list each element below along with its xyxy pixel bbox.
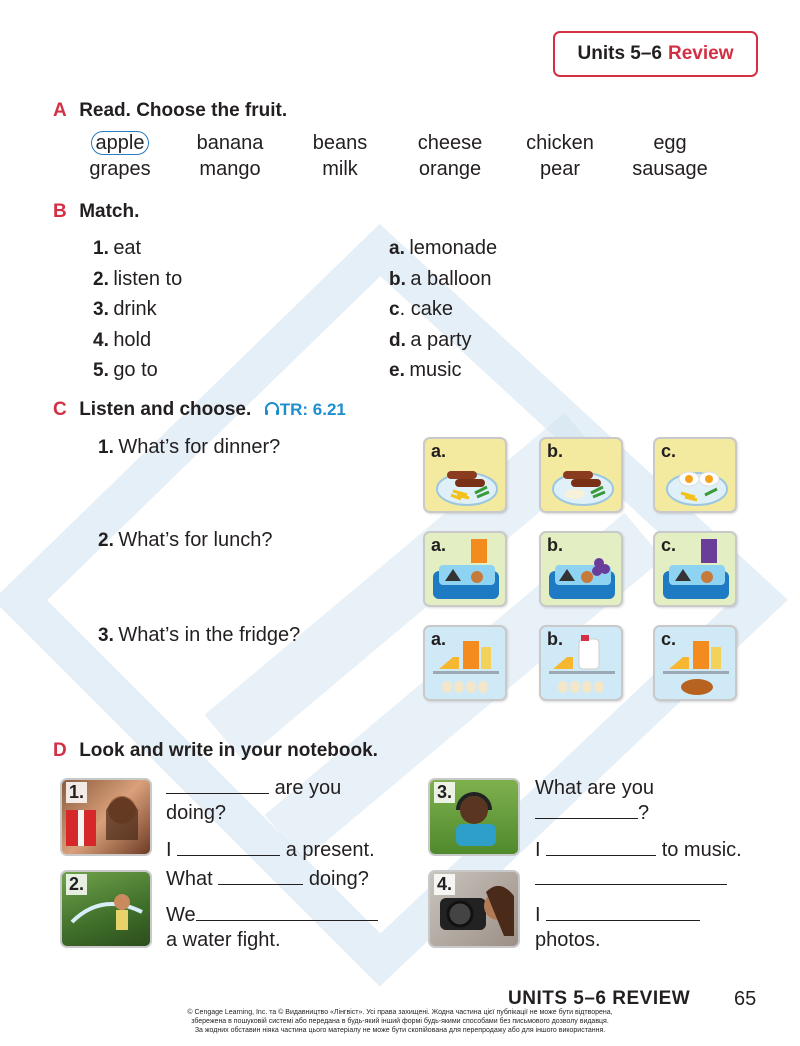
section-letter: B — [53, 201, 67, 222]
section-letter: D — [53, 740, 67, 761]
word-item: sausage — [632, 158, 708, 180]
match-right-item: a. lemonade — [389, 237, 498, 259]
option-2a-lunchbox-orange-juice[interactable]: a. — [423, 531, 507, 607]
prompt-4-line-1 — [535, 868, 727, 891]
match-left-item: 2. listen to — [93, 267, 183, 290]
prompt-2-line-3: a water fight. — [166, 929, 281, 951]
option-2b-lunchbox-grapes[interactable]: b. — [539, 531, 623, 607]
track-label: TR: 6.21 — [279, 400, 346, 419]
prompt-4-line-2: I — [535, 904, 700, 927]
option-3c-fridge-cheese-juice-chicken[interactable]: c. — [653, 625, 737, 701]
photo-girl-taking-photos: 4. — [428, 870, 520, 948]
match-left-item: 5. go to — [93, 359, 158, 381]
word-item: banana — [196, 132, 264, 154]
word-item: grapes — [89, 158, 151, 180]
option-3b-fridge-cheese-milk-eggs[interactable]: b. — [539, 625, 623, 701]
headphones-icon — [264, 402, 280, 416]
prompt-3-line-2: ? — [535, 802, 649, 825]
match-right-item: b. a balloon — [389, 267, 492, 290]
section-title: Match. — [79, 201, 140, 222]
answer-blank — [546, 904, 700, 921]
prompt-3-line-3: I to music. — [535, 839, 742, 861]
section-c-heading — [53, 399, 346, 421]
option-3a-fridge-cheese-juice-eggs[interactable]: a. — [423, 625, 507, 701]
answer-blank — [166, 777, 269, 794]
word-item: cheese — [417, 132, 483, 154]
answer-blank — [177, 839, 280, 856]
answer-blank — [546, 839, 656, 856]
match-left-item: 3. drink — [93, 298, 157, 320]
prompt-4-line-3: photos. — [535, 929, 601, 951]
prompt-1-line-3: I a present. — [166, 839, 375, 861]
word-item: egg — [653, 132, 687, 154]
word-item: orange — [418, 158, 482, 180]
prompt-1-line-1: are you — [166, 777, 341, 800]
section-letter: A — [53, 100, 67, 121]
match-left-item: 4. hold — [93, 328, 152, 351]
prompt-2-line-2: We — [166, 904, 378, 927]
option-1c-eggs-fries-plate[interactable]: c. — [653, 437, 737, 513]
match-left-column — [93, 234, 182, 387]
word-item: mango — [199, 158, 261, 180]
question-1: 1. What’s for dinner? — [98, 436, 281, 458]
section-title: Read. Choose the fruit. — [79, 100, 288, 121]
word-item: pear — [539, 158, 581, 180]
section-title: Look and write in your notebook. — [79, 740, 378, 761]
photo-girl-opening-present: 1. — [60, 778, 152, 856]
units-review-badge — [553, 31, 758, 77]
prompt-1-line-2: doing? — [166, 802, 227, 824]
page-number: 65 — [734, 988, 757, 1010]
section-a-heading — [53, 100, 287, 122]
units-label: Units 5–6 — [577, 43, 662, 64]
option-1b-sausage-rice-plate[interactable]: b. — [539, 437, 623, 513]
word-item: milk — [322, 158, 358, 180]
section-title: Listen and choose. — [79, 399, 252, 420]
answer-blank — [218, 868, 303, 885]
photo-boy-listening-music: 3. — [428, 778, 520, 856]
word-item: beans — [312, 132, 368, 154]
section-b-heading — [53, 201, 139, 223]
audio-track[interactable] — [264, 402, 346, 419]
option-1a-sausage-fries-plate[interactable]: a. — [423, 437, 507, 513]
match-right-item: e. music — [389, 359, 462, 381]
answer-blank — [196, 904, 378, 921]
word-bank — [65, 132, 775, 181]
question-3: 3. What’s in the fridge? — [98, 624, 301, 646]
question-2: 2. What’s for lunch? — [98, 529, 273, 551]
word-row-1 — [65, 132, 775, 155]
footer-title: UNITS 5–6 REVIEW — [508, 988, 691, 1009]
review-label: Review — [668, 43, 734, 64]
answer-blank — [535, 868, 727, 885]
answer-blank — [535, 802, 638, 819]
word-item — [65, 132, 175, 155]
match-right-item: c. cake — [389, 298, 453, 320]
prompt-2-line-1: What doing? — [166, 868, 369, 890]
copyright-notice: © Cengage Learning, Inc. та © Видавництво «Лінгвіст». Усі права захищені. Жодна частина цієї публікації не може бути відтворена, збережена в пошуковій системі або передана в будь-який інший формі будь-якими способами без письмового дозволу видавця. За жодних обставин ніяка частина цього матеріалу не може бути скопійована для перепродажу або для іншого використання. — [187, 1009, 613, 1034]
section-d-heading — [53, 740, 378, 762]
word-row-2 — [65, 158, 775, 181]
photo-water-fight: 2. — [60, 870, 152, 948]
section-letter: C — [53, 399, 67, 420]
match-left-item: 1. eat — [93, 237, 142, 259]
word-item: chicken — [526, 132, 594, 154]
match-right-column — [389, 234, 497, 387]
option-2c-lunchbox-grape-juice[interactable]: c. — [653, 531, 737, 607]
circled-word: apple — [91, 131, 150, 155]
prompt-3-line-1: What are you — [535, 777, 654, 799]
match-right-item: d. a party — [389, 328, 472, 351]
